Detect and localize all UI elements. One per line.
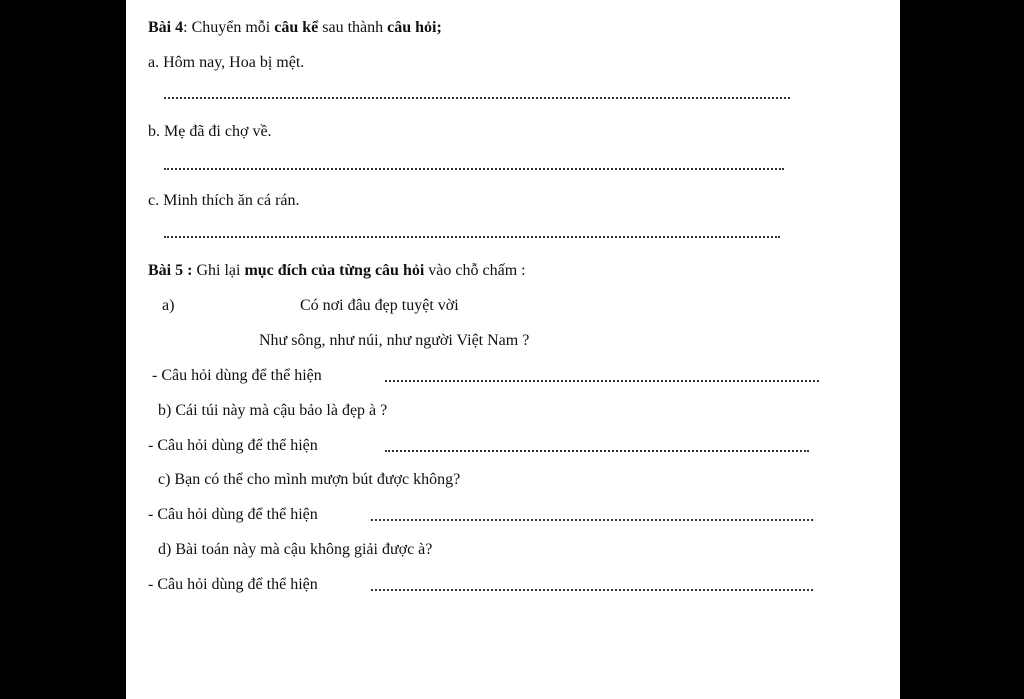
exercise-5-text-2: vào chỗ chấm : [424, 262, 526, 279]
exercise-5-a-verse-2: Như sông, như núi, như người Việt Nam ? [259, 332, 530, 349]
exercise-4-item-c: c. Minh thích ăn cá rán. [148, 192, 300, 209]
exercise-5-d-prompt: - Câu hỏi dùng để thể hiện [148, 576, 318, 593]
exercise-4-text-1: : Chuyển mỗi [183, 19, 275, 36]
answer-line-a[interactable] [164, 97, 790, 99]
answer-line-c[interactable] [164, 236, 780, 238]
exercise-4-item-b: b. Mẹ đã đi chợ về. [148, 123, 272, 140]
answer-line-5d[interactable] [371, 589, 813, 591]
answer-line-5a[interactable] [385, 380, 819, 382]
exercise-5-c-prompt: - Câu hỏi dùng để thể hiện [148, 506, 318, 523]
answer-line-5b[interactable] [385, 450, 809, 452]
exercise-4-item-a: a. Hôm nay, Hoa bị mệt. [148, 54, 305, 71]
answer-line-5c[interactable] [371, 519, 813, 521]
exercise-5-b-prompt: - Câu hỏi dùng để thể hiện [148, 437, 318, 454]
exercise-5-bold: mục đích của từng câu hỏi [244, 262, 425, 279]
exercise-5-c-question: c) Bạn có thể cho mình mượn bút được không? [158, 471, 461, 488]
exercise-4-heading [148, 18, 442, 38]
exercise-5-heading [148, 261, 526, 281]
exercise-5-a-verse-1: Có nơi đâu đẹp tuyệt vời [300, 297, 459, 314]
exercise-4-bold-1: câu kể [274, 19, 319, 36]
exercise-5-a-prompt: - Câu hỏi dùng để thể hiện [152, 367, 322, 384]
exercise-4-label: Bài 4 [148, 19, 184, 36]
exercise-5-a-label: a) [162, 297, 175, 314]
exercise-5-b-question: b) Cái túi này mà cậu bảo là đẹp à ? [158, 402, 388, 419]
exercise-5-text-1: Ghi lại [192, 262, 245, 279]
exercise-4-bold-2: câu hỏi; [387, 19, 442, 36]
exercise-5-label: Bài 5 : [148, 262, 193, 279]
exercise-4-text-2: sau thành [318, 19, 388, 36]
answer-line-b[interactable] [164, 168, 784, 170]
worksheet-page [126, 0, 900, 699]
exercise-5-d-question: d) Bài toán này mà cậu không giải được à? [158, 541, 433, 558]
